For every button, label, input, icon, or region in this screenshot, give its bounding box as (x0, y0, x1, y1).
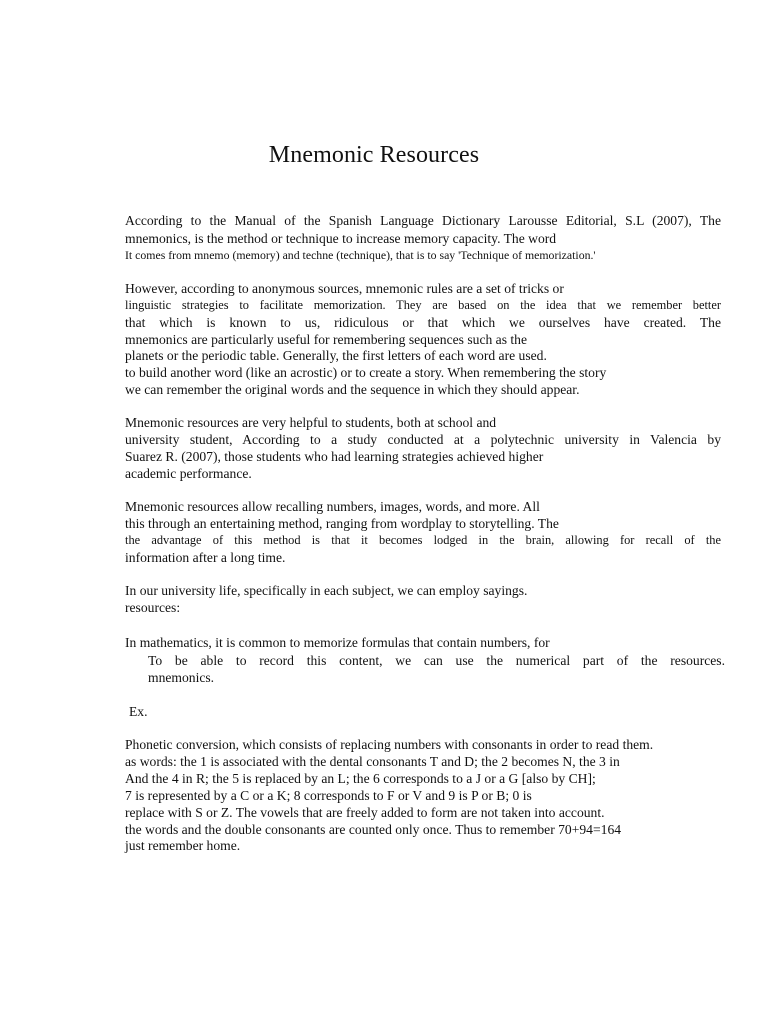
text-line: we can remember the original words and the sequence in which they should appear. (125, 382, 580, 397)
text-line: Mnemonic resources are very helpful to students, both at school and (125, 415, 497, 430)
text-line: university student, According to a study conducted at a polytechnic university in Valencia by (125, 432, 721, 447)
text-line: However, according to anonymous sources, mnemonic rules are a set of tricks or (125, 281, 564, 296)
text-line: To be able to record this content, we can use the numerical part of the resources. (148, 653, 725, 668)
text-line: mnemonics, is the method or technique to increase memory capacity. The word (125, 231, 557, 246)
text-line: to build another word (like an acrostic) or to create a story. When remembering the story (125, 365, 607, 380)
text-line: as words: the 1 is associated with the dental consonants T and D; the 2 becomes N, the 3 in (125, 754, 620, 769)
text-line: replace with S or Z. The vowels that are freely added to form are not taken into account. (125, 805, 605, 820)
text-line: According to the Manual of the Spanish Language Dictionary Larousse Editorial, S.L (2007), The (125, 213, 721, 228)
text-line: Mnemonic resources allow recalling numbers, images, words, and more. All (125, 499, 540, 514)
text-line: that which is known to us, ridiculous or that which we ourselves have created. The (125, 315, 721, 330)
text-line: In our university life, specifically in each subject, we can employ sayings. (125, 583, 528, 598)
text-line: the words and the double consonants are counted only once. Thus to remember 70+94=164 (125, 822, 622, 837)
text-line: 7 is represented by a C or a K; 8 corresponds to F or V and 9 is P or B; 0 is (125, 788, 532, 803)
text-line: this through an entertaining method, ranging from wordplay to storytelling. The (125, 516, 559, 531)
text-line: Phonetic conversion, which consists of replacing numbers with consonants in order to read them. (125, 737, 654, 752)
bullet-item: In mathematics, it is common to memorize formulas that contain numbers, for (125, 635, 550, 650)
text-line: information after a long time. (125, 550, 286, 565)
text-line: And the 4 in R; the 5 is replaced by an L; the 6 corresponds to a J or a G [also by CH]; (125, 771, 596, 786)
text-line: resources: (125, 600, 181, 615)
text-line: Suarez R. (2007), those students who had learning strategies achieved higher (125, 449, 544, 464)
text-line: planets or the periodic table. Generally, the first letters of each word are used. (125, 348, 547, 363)
example-label: Ex. (129, 704, 148, 719)
text-line: mnemonics. (148, 670, 215, 685)
text-line: academic performance. (125, 466, 252, 481)
text-line: just remember home. (125, 838, 241, 853)
text-line: the advantage of this method is that it becomes lodged in the brain, allowing for recall of the (125, 533, 721, 547)
page-title: Mnemonic Resources (268, 142, 480, 168)
text-line: It comes from mnemo (memory) and techne (technique), that is to say 'Technique of memorization.' (125, 248, 596, 262)
text-line: mnemonics are particularly useful for remembering sequences such as the (125, 332, 527, 347)
text-line: linguistic strategies to facilitate memorization. They are based on the idea that we remember better (125, 298, 721, 312)
